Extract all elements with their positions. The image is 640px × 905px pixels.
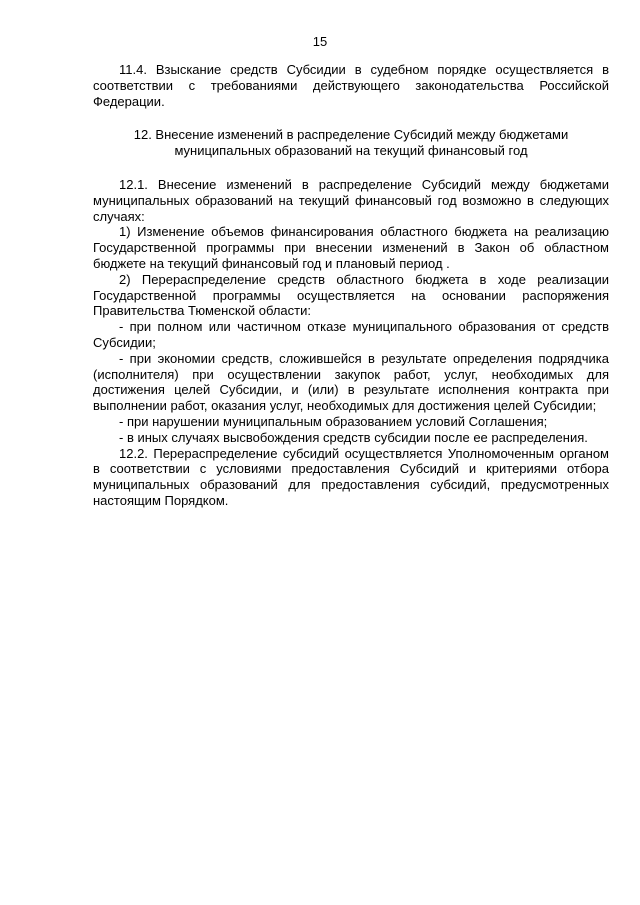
paragraph-11-4: 11.4. Взыскание средств Субсидии в судебном порядке осуществляется в соответствии с требованиями действующего законодательства Российской Федерации. [93,62,609,109]
section-heading-12 [93,127,609,159]
section-heading-line-1: 12. Внесение изменений в распределение Субсидий между бюджетами [133,127,569,143]
case-item-2: 2) Перераспределение средств областного бюджета в ходе реализации Государственной программы осуществляется на основании распоряжения Правительства Тюменской области: [93,271,609,319]
dash-item-refusal: - при полном или частичном отказе муниципального образования от средств Субсидии; [93,319,609,350]
paragraph-12-1: 12.1. Внесение изменений в распределение Субсидий между бюджетами муниципальных образований на текущий финансовый год возможно в следующих случаях: [93,176,609,224]
page-number: 15 [312,34,328,49]
dash-item-violation: - при нарушении муниципальным образованием условий Соглашения; [119,413,548,429]
dash-item-other-cases: - в иных случаях высвобождения средств субсидии после ее распределения. [119,429,588,445]
section-heading-line-2: муниципальных образований на текущий финансовый год [174,143,528,159]
dash-item-savings: - при экономии средств, сложившейся в результате определения подрядчика (исполнителя) при осуществлении закупок работ, услуг, необходимых для достижения целей Субсидии, и (или) в результате исполнения контракта при выполнении работ, оказания услуг, необходимых для достижения целей Субсидии; [93,350,609,414]
document-body [93,62,609,509]
case-item-1: 1) Изменение объемов финансирования областного бюджета на реализацию Государственной программы при внесении изменений в Закон об областном бюджете на текущий финансовый год и плановый период . [93,224,609,271]
paragraph-12-2: 12.2. Перераспределение субсидий осуществляется Уполномоченным органом в соответствии с условиями предоставления Субсидий и критериями отбора муниципальных образований для предоставления субсидий, предусмотренных настоящим Порядком. [93,445,609,508]
